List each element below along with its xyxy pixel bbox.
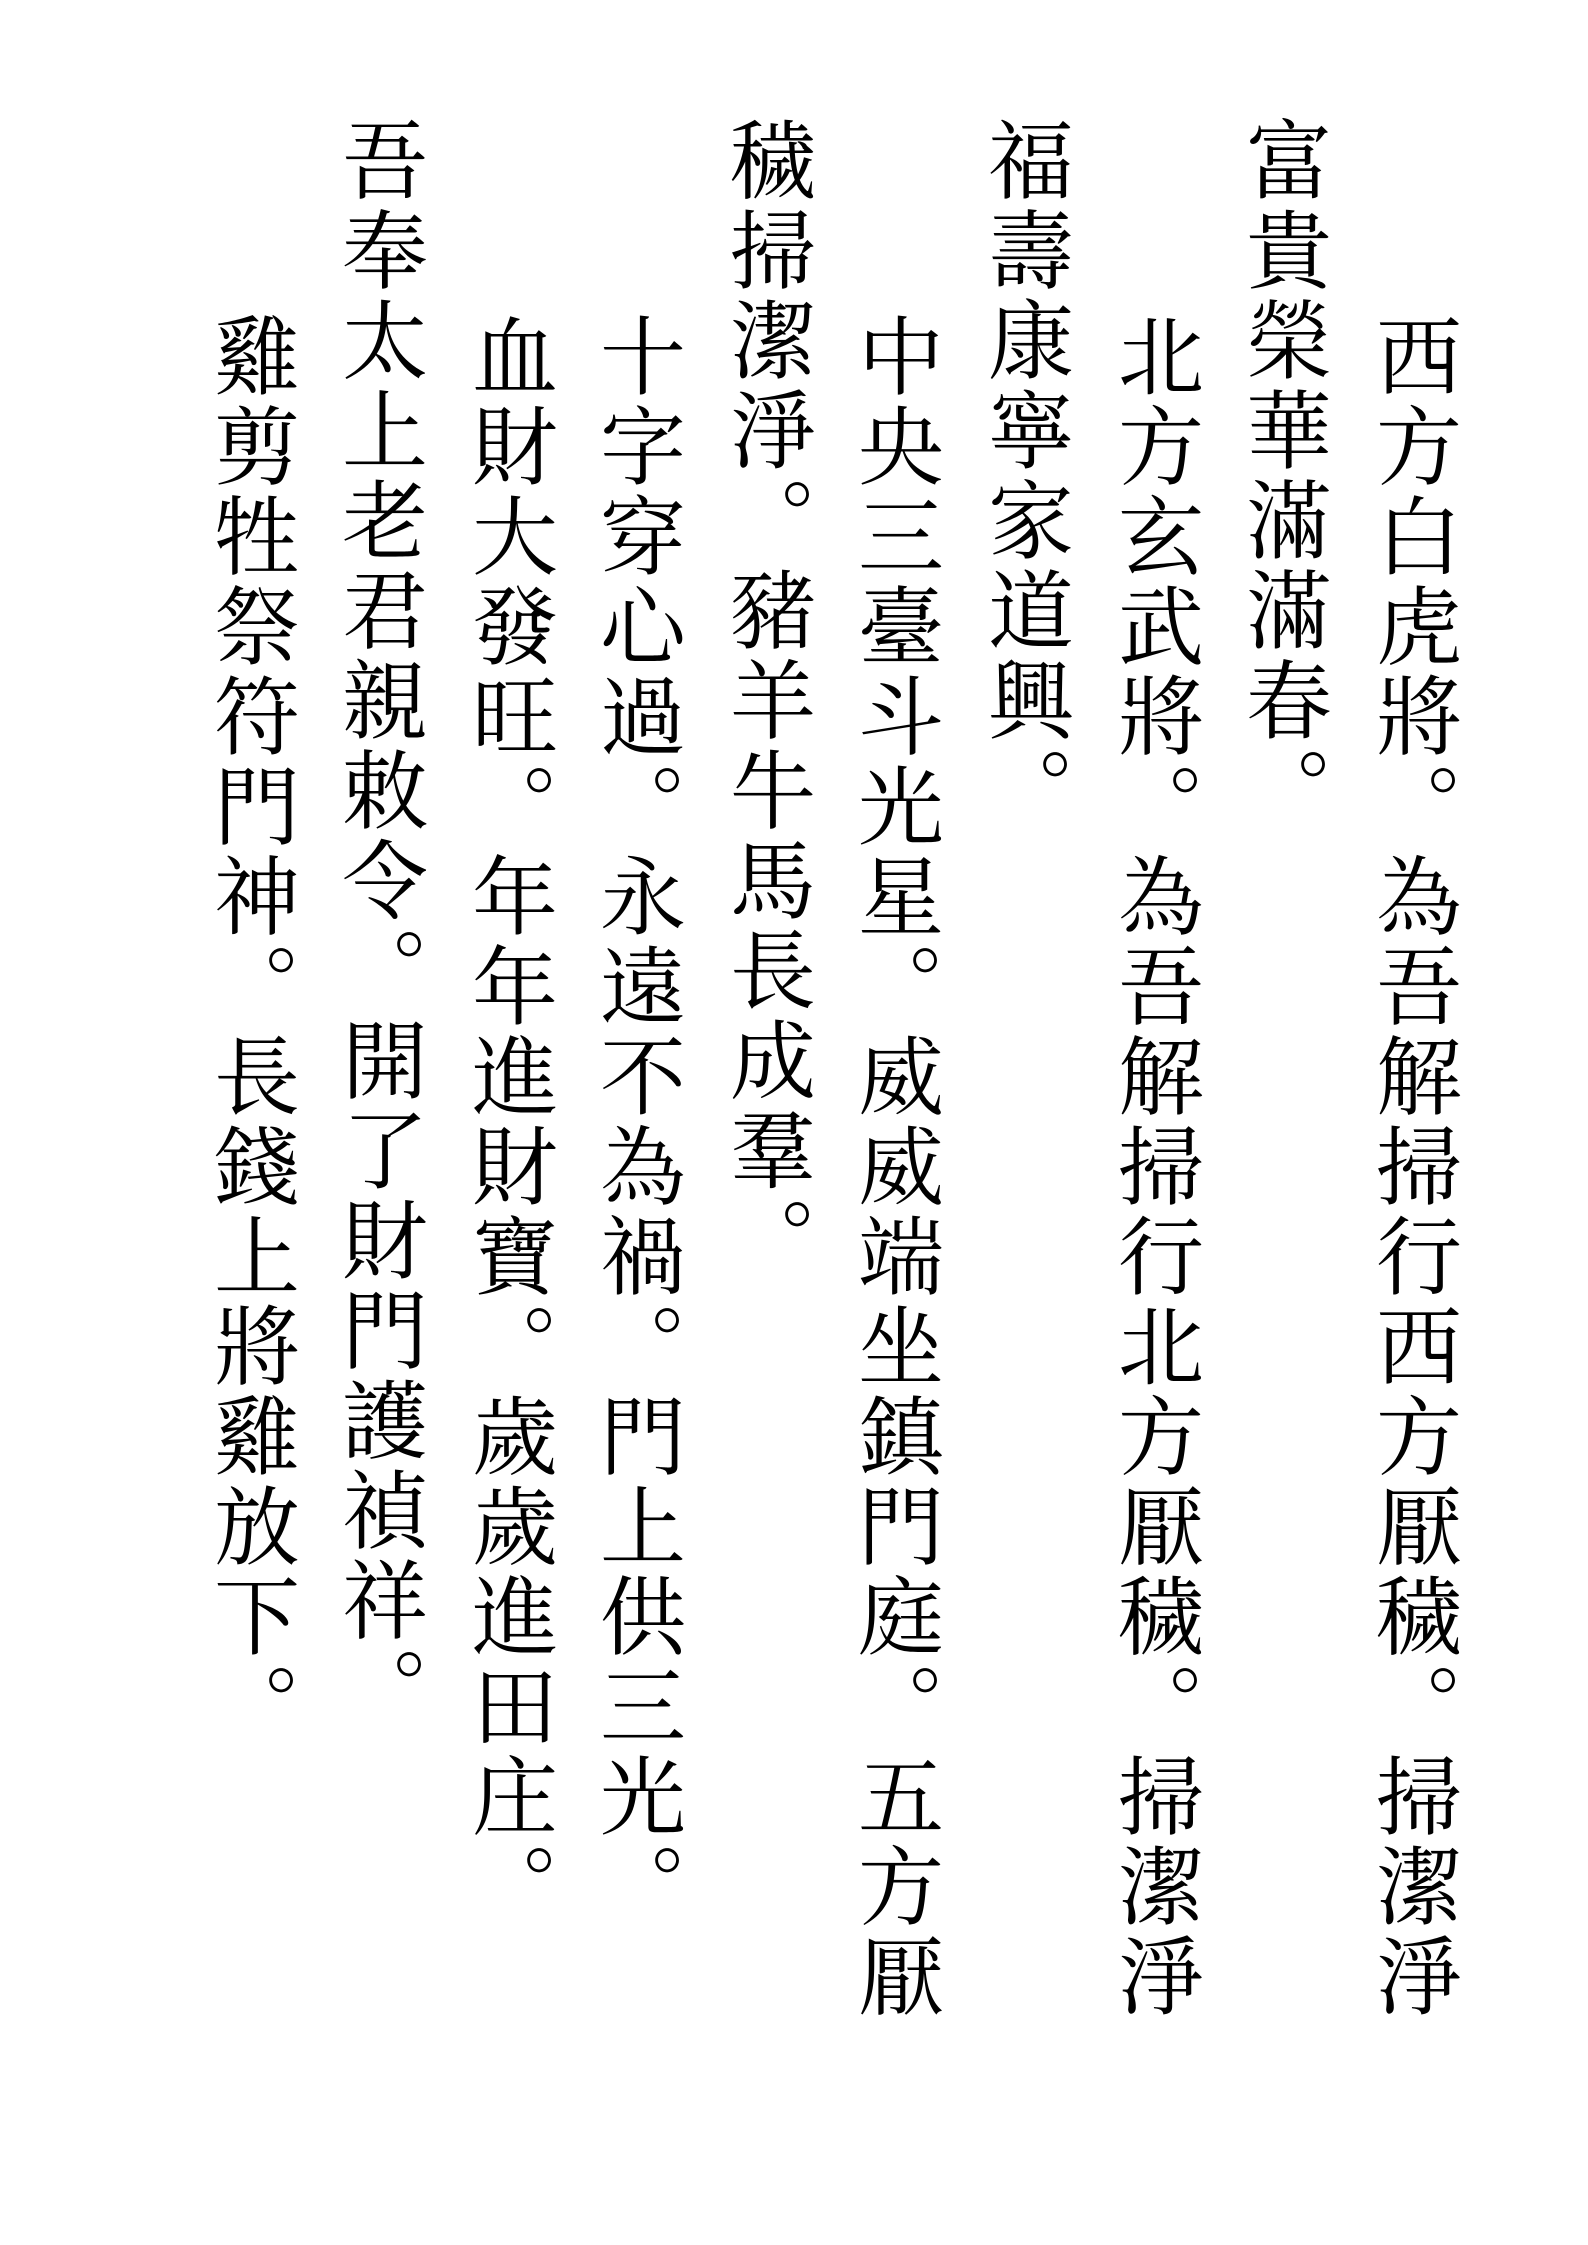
text-column-9: 吾奉太上老君親敕令。開了財門護禎祥。 bbox=[327, 116, 427, 1736]
text-column-7: 十字穿心過。永遠不為禍。門上供三光。 bbox=[585, 312, 685, 1932]
text-column-2: 富貴榮華滿滿春。 bbox=[1231, 116, 1331, 836]
text-column-6: 穢掃潔淨。豬羊牛馬長成羣。 bbox=[715, 116, 815, 1286]
text-column-3: 北方玄武將。為吾解掃行北方厭穢。掃潔淨 bbox=[1103, 312, 1203, 2022]
text-column-4: 福壽康寧家道興。 bbox=[973, 116, 1073, 836]
text-column-5: 中央三臺斗光星。威威端坐鎮門庭。五方厭 bbox=[843, 312, 943, 2022]
text-column-10: 雞剪牲祭符門神。長錢上將雞放下。 bbox=[199, 312, 299, 1752]
text-column-1: 西方白虎將。為吾解掃行西方厭穢。掃潔淨 bbox=[1361, 312, 1461, 2022]
text-column-8: 血財大發旺。年年進財寶。歲歲進田庄。 bbox=[457, 312, 557, 1932]
